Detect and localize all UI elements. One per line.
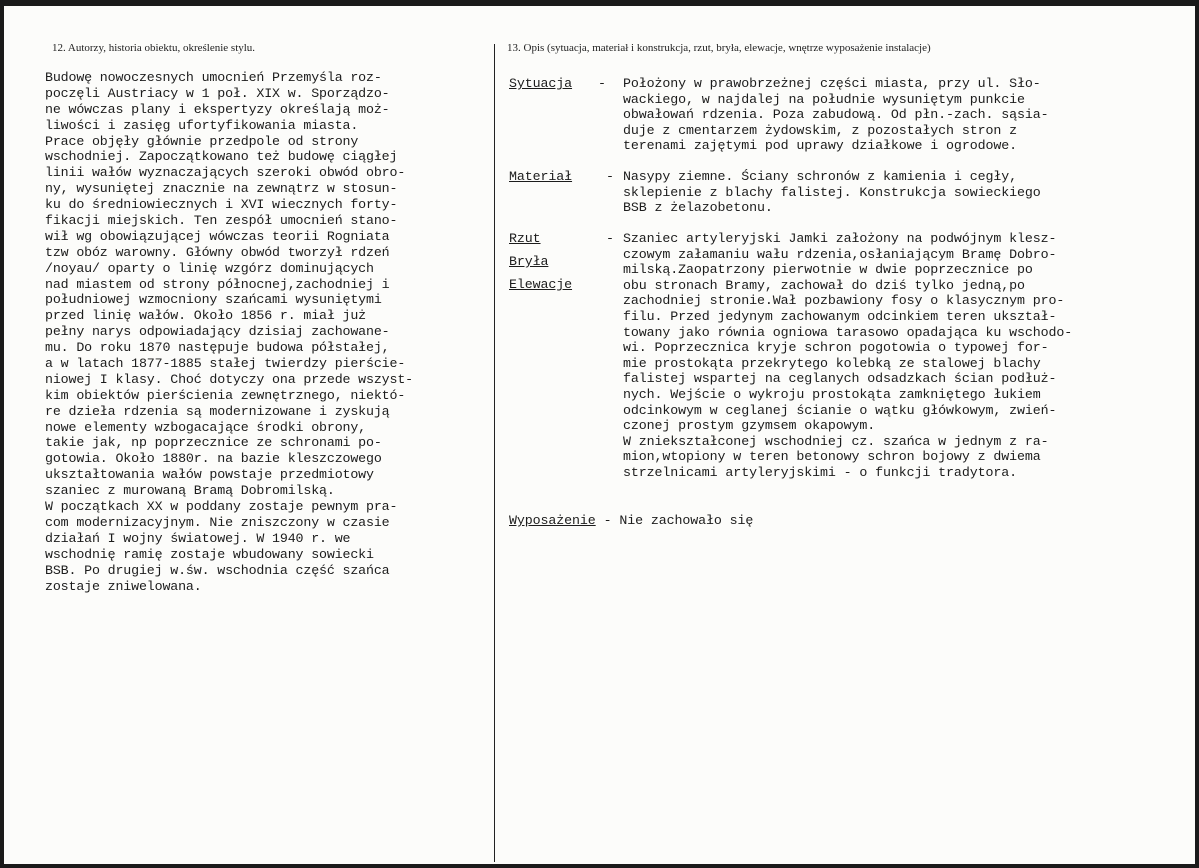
material-label: Materiał [509, 169, 573, 184]
history-line: wschodniej. Zapoczątkowano też budowę ciągłej [45, 149, 398, 165]
rzut-text [623, 231, 1072, 481]
history-line: BSB. Po drugiej w.św. wschodnia część szańca [45, 562, 390, 578]
sytuacja-text [623, 76, 1049, 154]
history-line: działań I wojny światowej. W 1940 r. we [45, 530, 351, 546]
history-line: com modernizacyjnym. Nie zniszczony w czasie [45, 514, 390, 530]
history-line: Prace objęły głównie przedpole od strony [45, 133, 359, 149]
rzut-dash: - [606, 231, 614, 246]
material-text [623, 169, 1041, 216]
history-line: mu. Do roku 1870 następuje budowa półstałej, [45, 340, 390, 356]
history-line: poczęli Austriacy w 1 poł. XIX w. Sporządzo- [45, 85, 390, 101]
history-line: tzw obóz warowny. Główny obwód tworzył rdzeń [45, 244, 390, 260]
sytuacja-label: Sytuacja [509, 76, 573, 91]
wyposazenie-text: - Nie zachowało się [595, 513, 754, 528]
material-dash: - [606, 169, 614, 184]
rzut-line: strzelnicami artyleryjskimi - o funkcji tradytora. [623, 464, 1017, 480]
rzut-line: Szaniec artyleryjski Jamki założony na podwójnym klesz- [623, 231, 1057, 246]
history-line: ne wówczas plany i ekspertyzy określają moż- [45, 101, 390, 117]
history-line: południowej wzmocniony szańcami wysuniętymi [45, 292, 382, 308]
history-line: gotowia. Około 1880r. na bazie kleszczowego [45, 451, 382, 467]
section-13-header: 13. Opis (sytuacja, materiał i konstrukcja, rzut, bryła, elewacje, wnętrze wyposażenie instalacje) [507, 42, 931, 54]
wyposazenie-label: Wyposażenie [509, 513, 596, 528]
history-line: szaniec z murowaną Bramą Dobromilską. [45, 483, 335, 499]
rzut-line: odcinkowym w ceglanej ścianie o wątku główkowym, zwień- [623, 402, 1057, 418]
history-line: nowe elementy wzbogacające środki obrony, [45, 419, 367, 435]
rzut-line: czonej prostym gzymsem okapowym. [623, 418, 876, 434]
history-line: a w latach 1877-1885 stałej twierdzy pierście- [45, 356, 406, 372]
rzut-line: filu. Przed jedynym zachowanym odcinkiem teren ukształ- [623, 308, 1057, 324]
elewacje-label: Elewacje [509, 277, 573, 292]
history-text [45, 70, 505, 594]
rzut-line: czowym załamaniu wału rdzenia,osłaniającym Bramę Dobro- [623, 246, 1057, 262]
history-line: ny, wysuniętej znacznie na zewnątrz w stosun- [45, 181, 398, 197]
rzut-line: W zniekształconej wschodniej cz. szańca w jednym z ra- [623, 433, 1049, 449]
history-line: niowej I klasy. Choć dotyczy ona przede wszyst- [45, 371, 413, 387]
history-line: przed linię wałów. Około 1856 r. miał już [45, 308, 367, 324]
bryla-label: Bryła [509, 254, 549, 269]
material-line: Nasypy ziemne. Ściany schronów z kamienia i cegły, [623, 169, 1017, 184]
sytuacja-line: wackiego, w najdalej na południe wysuniętym punkcie [623, 91, 1025, 107]
rzut-line: nych. Wejście o wykroju prostokąta zamkniętego łukiem [623, 386, 1041, 402]
material-line: BSB z żelazobetonu. [623, 200, 773, 216]
material-line: sklepienie z blachy falistej. Konstrukcja sowieckiego [623, 184, 1041, 200]
history-line: /noyau/ oparty o linię wzgórz dominujących [45, 260, 374, 276]
history-line: wił wg obowiązującej wówczas teorii Rogniata [45, 228, 390, 244]
history-line: Budowę nowoczesnych umocnień Przemyśla roz- [45, 70, 382, 85]
rzut-line: wi. Poprzecznica kryje schron pogotowia o typowej for- [623, 340, 1049, 356]
rzut-line: zachodniej stronie.Wał pozbawiony fosy o klasycznym pro- [623, 293, 1065, 309]
history-line: W początkach XX w poddany zostaje pewnym pra- [45, 499, 398, 515]
rzut-line: obu stronach Bramy, zachował do dziś tylko jedną,po [623, 277, 1025, 293]
history-line: takie jak, np poprzecznice ze schronami po- [45, 435, 382, 451]
rzut-line: milską.Zaopatrzony pierwotnie w dwie poprzecznice po [623, 262, 1033, 278]
sytuacja-line: terenami zajętymi pod uprawy działkowe i ogrodowe. [623, 138, 1017, 154]
sytuacja-line: Położony w prawobrzeżnej części miasta, przy ul. Sło- [623, 76, 1041, 91]
history-line: nad miastem od strony północnej,zachodniej i [45, 276, 390, 292]
history-line: fikacji miejskich. Ten zespół umocnień stano- [45, 213, 398, 229]
history-line: ukształtowania wałów powstaje przedmiotowy [45, 467, 374, 483]
rzut-line: mie prostokąta przekrytego kolebką ze stalowej blachy [623, 355, 1041, 371]
history-line: linii wałów wyznaczających szeroki obwód obro- [45, 165, 406, 181]
history-line: wschodnię ramię zostaje wbudowany sowiecki [45, 546, 374, 562]
history-line: ku do średniowiecznych i XVI wiecznych forty- [45, 197, 398, 213]
history-line: pełny narys odpowiadający dzisiaj zachowane- [45, 324, 390, 340]
history-line: re dzieła rdzenia są modernizowane i zyskują [45, 403, 390, 419]
section-12-header: 12. Autorzy, historia obiektu, określenie stylu. [52, 42, 256, 54]
sytuacja-dash: - [598, 76, 606, 91]
rzut-label: Rzut [509, 231, 541, 246]
history-line: liwości i zasięg ufortyfikowania miasta. [45, 117, 359, 133]
rzut-line: falistej wspartej na ceglanych odsadzkach ścian podłuż- [623, 371, 1057, 387]
document-sheet [4, 6, 1195, 864]
sytuacja-line: obwałowań rdzenia. Poza zabudową. Od płn.-zach. sąsia- [623, 107, 1049, 123]
rzut-line: mion,wtopiony w teren betonowy schron bojowy z dwiema [623, 449, 1041, 465]
rzut-line: towany jako równia ogniowa tarasowo opadająca ku wschodo- [623, 324, 1073, 340]
sytuacja-line: duje z cmentarzem żydowskim, z pozostałych stron z [623, 122, 1017, 138]
history-line: zostaje zniwelowana. [45, 578, 202, 594]
history-line: kim obiektów pierścienia zewnętrznego, niektó- [45, 387, 406, 403]
